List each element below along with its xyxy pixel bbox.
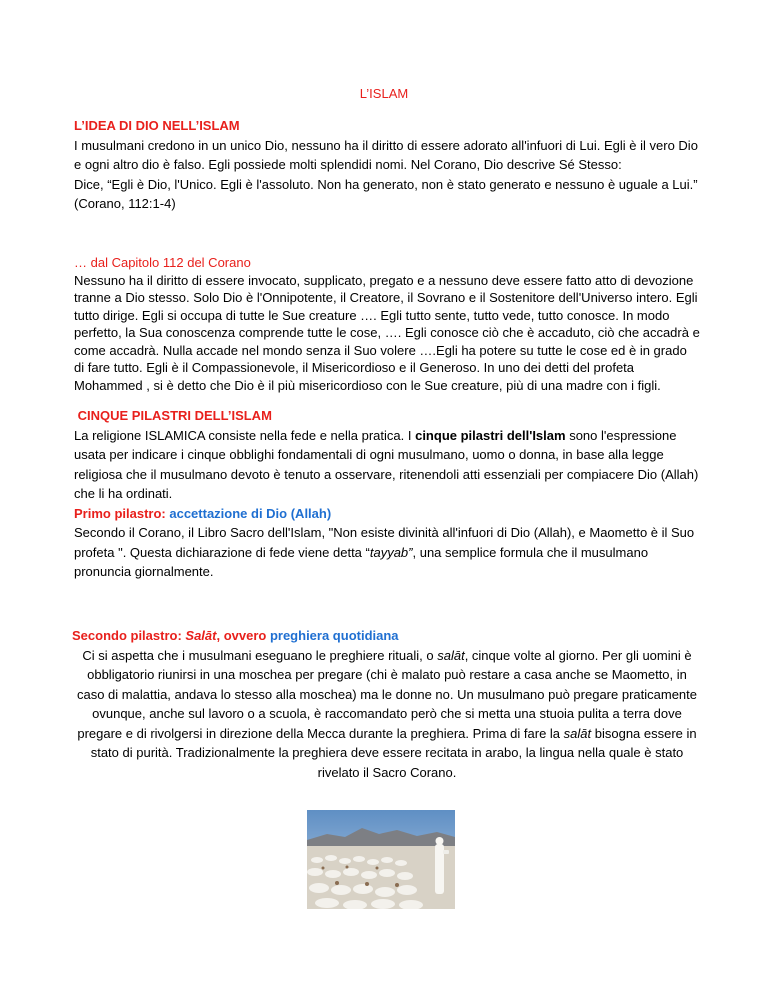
pillar2-paragraph [72,646,702,783]
section-heading: L’IDEA DI DIO NELL’ISLAM [74,118,240,133]
section-capitolo-112 [74,254,700,394]
section-paragraph: Nessuno ha il diritto di essere invocato, supplicato, pregato e a nessuno deve essere fatto atto di devozione tranne a Dio stesso. Solo Dio è l'Onnipotente, il Creatore, il Sovrano e il Sostenitore dell'Universo intero. Egli tutto dirige. Egli si occupa di tutte le Sue creature …. Egli tutto sente, tutto vede, tutto conosce. In modo perfetto, la Sua conoscenza comprende tutte le cose, …. Egli conosce ciò che è accaduto, ciò che accadrà e come accadrà. Nulla accade nel mondo senza il Suo volere ….Egli ha potere su tutte le cose ed è in grado di fare tutto. Egli è il Compassionevole, il Misericordioso e il Generoso. In uno dei detti del profeta Mohammed , si è detto che Dio è il più misericordioso con le Sue creature, più di una madre con i figli. [74,272,700,393]
section-heading: … dal Capitolo 112 del Corano [74,255,251,270]
pillar2-name: preghiera quotidiana [269,628,399,643]
page-title: L’ISLAM [359,86,409,101]
pillar1-label: Primo pilastro: [74,505,170,521]
section-paragraph [74,426,700,504]
pillar2-heading [72,626,702,646]
bold-term: cinque pilastri dell'Islam [415,427,566,443]
section-paragraph: I musulmani credono in un unico Dio, nessuno ha il diritto di essere adorato all'infuori di Lui. Egli è il vero Dio e ogni altro dio è falso. Egli possiede molti splendidi nomi. Nel Corano, Dio descrive Sé Stesso: [74,137,698,172]
prayer-crowd-illustration [307,810,455,909]
section-cinque-pilastri [74,406,700,582]
pillar1-name: accettazione di Dio (Allah) [169,505,332,521]
pillar2-label-italic: Salāt [185,628,217,643]
text-part: , una semplice formula che il musulmano pronuncia giornalmente. [74,544,649,579]
pillar1-heading [74,504,700,524]
italic-term: salāt [437,647,465,663]
section-secondo-pilastro [72,626,702,782]
pillar1-paragraph [74,523,700,582]
prayer-crowd-photo [307,810,455,909]
italic-term: tayyab” [369,544,413,560]
section-heading: CINQUE PILASTRI DELL’ISLAM [74,408,272,423]
text-part: Ci si aspetta che i musulmani eseguano le preghiere rituali, o [82,647,438,663]
text-part: , cinque volte al giorno. Per gli uomini è obbligatorio riunirsi in una moschea per pregare (chi è malato può restare a casa anche se Maometto, in caso di malattia, andava lo stesso alla moschea) ma le donne no. Un musulmano può pregare praticamente ovunque, anche sul lavoro o a scuola, è raccomandato però che si metta una stuoia pulita a terra dove pregare e di rivolgersi in direzione della Mecca durante la preghiera. Prima di fare la [76,647,697,741]
text-part: La religione ISLAMICA consiste nella fede e nella pratica. I [74,427,416,443]
italic-term: salāt [563,725,592,741]
pillar2-label: , ovvero [216,628,270,643]
section-idea-di-dio [74,116,700,214]
text-part: sono l'espressione usata per indicare i cinque obblighi fondamentali di ogni musulmano, uomo o donna, in base alla legge religiosa che il musulmano devoto è tenuto a osservare, ritenendoli atti essenziali per compiacere Dio (Allah) che li ha ordinati. [74,427,699,501]
text-part: bisogna essere in stato di purità. Tradizionalmente la preghiera deve essere recitata in arabo, la lingua nella quale è stato rivelato il Sacro Corano. [90,725,697,780]
quote-paragraph: Dice, “Egli è Dio, l'Unico. Egli è l'assoluto. Non ha generato, non è stato generato e nessuno è uguale a Lui.” (Corano, 112:1-4) [74,176,698,211]
pillar2-label: Secondo pilastro: [72,628,186,643]
text-part: Secondo il Corano, il Libro Sacro dell'Islam, "Non esiste divinità all'infuori di Dio (Allah), e Maometto è il Suo profeta ". Questa dichiarazione di fede viene detta “ [74,525,695,560]
